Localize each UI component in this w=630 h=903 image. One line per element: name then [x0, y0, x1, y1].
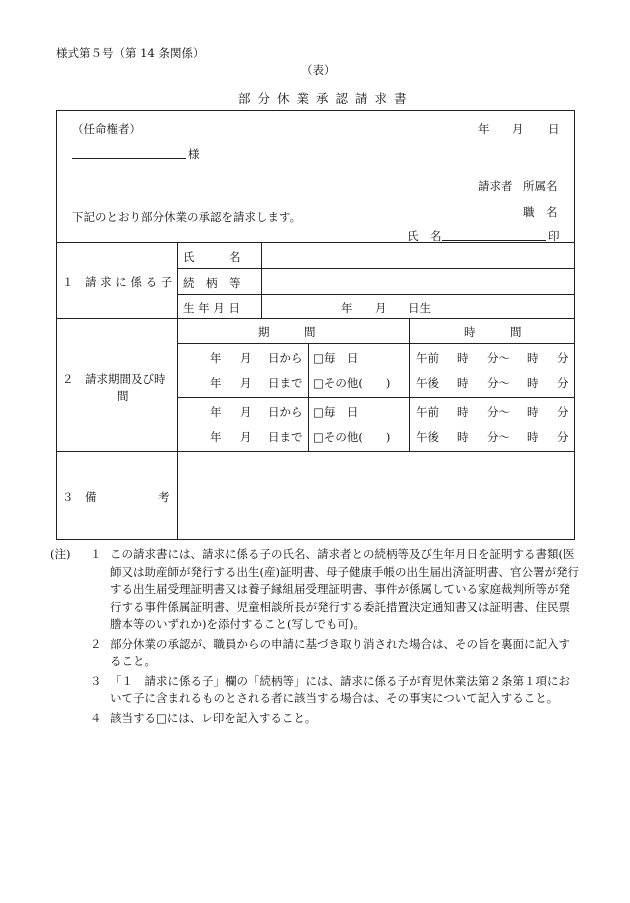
note-item [50, 710, 580, 728]
note-number: ４ [90, 710, 102, 725]
birth-day-suffix: 日生 [408, 301, 431, 315]
period-year: 年 [210, 405, 222, 419]
appointer-label: （任命権者） [72, 122, 141, 136]
end-minute: 分 [557, 405, 569, 419]
post-label: 職 名 [523, 205, 558, 219]
remarks-label-end: 考 [158, 490, 170, 504]
other-checkbox[interactable]: □その他( ) [313, 430, 391, 444]
section2-title-line1: ２ 請求期間及び時 [62, 372, 166, 386]
period-header: 期 間 [258, 325, 316, 339]
period-day: 日まで [268, 430, 303, 444]
start-hour: 時 [457, 430, 469, 444]
form-number: 様式第５号（第 14 条関係） [56, 46, 205, 60]
am-pm-label: 午後 [416, 430, 439, 444]
date-month: 月 [512, 122, 524, 136]
start-hour: 時 [457, 351, 469, 365]
date-year: 年 [478, 122, 490, 136]
end-hour: 時 [527, 430, 539, 444]
period-day: 日から [268, 351, 303, 365]
end-hour: 時 [527, 376, 539, 390]
note-number: ２ [90, 636, 102, 651]
requester-label: 請求者 [478, 179, 513, 193]
start-minute: 分～ [487, 405, 510, 419]
birth-year: 年 [341, 301, 353, 315]
form-title: 部分休業承認請求書 [238, 91, 414, 106]
seal-mark: 印 [548, 229, 560, 243]
end-minute: 分 [557, 376, 569, 390]
notes-section [50, 546, 580, 729]
child-name-field[interactable] [262, 243, 574, 268]
period-month: 月 [240, 405, 252, 419]
period-month: 月 [240, 351, 252, 365]
other-checkbox[interactable]: □その他( ) [313, 376, 391, 390]
everyday-checkbox[interactable]: □毎 日 [313, 405, 359, 419]
section1-title: １ 請 求 に 係 る 子 [62, 275, 173, 289]
section2-title-line2: 間 [117, 389, 129, 403]
note-number: ３ [90, 673, 102, 688]
period-day: 日まで [268, 376, 303, 390]
am-pm-label: 午前 [416, 351, 439, 365]
relationship-label: 続 柄 等 [183, 276, 241, 290]
name-line[interactable] [442, 240, 546, 241]
request-statement: 下記のとおり部分休業の承認を請求します。 [72, 210, 302, 224]
child-name-label: 氏 名 [183, 250, 241, 264]
start-minute: 分～ [487, 430, 510, 444]
end-hour: 時 [527, 405, 539, 419]
start-hour: 時 [457, 405, 469, 419]
date-day: 日 [548, 122, 560, 136]
am-pm-label: 午後 [416, 376, 439, 390]
end-hour: 時 [527, 351, 539, 365]
time-header: 時 間 [464, 325, 522, 339]
start-minute: 分～ [487, 376, 510, 390]
period-year: 年 [210, 351, 222, 365]
note-text: 「１ 請求に係る子」欄の「続柄等」には、請求に係る子が育児休業法第２条第１項において子に含まれるものとされる者に該当する場合は、その事実について記入すること。 [110, 673, 570, 705]
notes-lead: (注) [50, 547, 71, 561]
start-hour: 時 [457, 376, 469, 390]
note-text: 該当する□には、レ印を記入すること。 [110, 710, 317, 725]
period-day: 日から [268, 405, 303, 419]
start-minute: 分～ [487, 351, 510, 365]
end-minute: 分 [557, 430, 569, 444]
note-item [50, 673, 580, 708]
note-number: １ [90, 547, 102, 561]
everyday-checkbox[interactable]: □毎 日 [313, 351, 359, 365]
note-text: この請求書には、請求に係る子の氏名、請求者との続柄等及び生年月日を証明する書類(医師又は助産師が発行する出生(産)証明書、母子健康手帳の出生届出済証明書、官公署が発行する出生届受理証明書又は養子縁組届受理証明書、事件が係属している家庭裁判所等が発行する事件係属証明書、児童相談所長が発行する委託措置決定通知書又は証明書、住民票謄本等のいずれか)を添付すること(写しでも可)。 [110, 547, 579, 631]
addressee-line[interactable] [72, 158, 186, 159]
note-item [50, 546, 580, 634]
relationship-field[interactable] [262, 269, 574, 294]
end-minute: 分 [557, 351, 569, 365]
birth-month: 月 [375, 301, 387, 315]
remarks-label: ３ 備 [62, 490, 97, 504]
am-pm-label: 午前 [416, 405, 439, 419]
remarks-field[interactable] [178, 452, 574, 539]
addressee-honorific: 様 [188, 147, 200, 161]
period-year: 年 [210, 376, 222, 390]
period-month: 月 [240, 376, 252, 390]
note-item [50, 636, 580, 671]
note-text: 部分休業の承認が、職員からの申請に基づき取り消された場合は、その旨を裏面に記入すること。 [110, 636, 570, 668]
affiliation-label: 所属名 [523, 179, 558, 193]
birthdate-label: 生 年 月 日 [183, 301, 240, 315]
name-label: 氏 名 [407, 229, 442, 243]
period-month: 月 [240, 430, 252, 444]
period-year: 年 [210, 430, 222, 444]
form-side-label: （表） [301, 63, 336, 77]
